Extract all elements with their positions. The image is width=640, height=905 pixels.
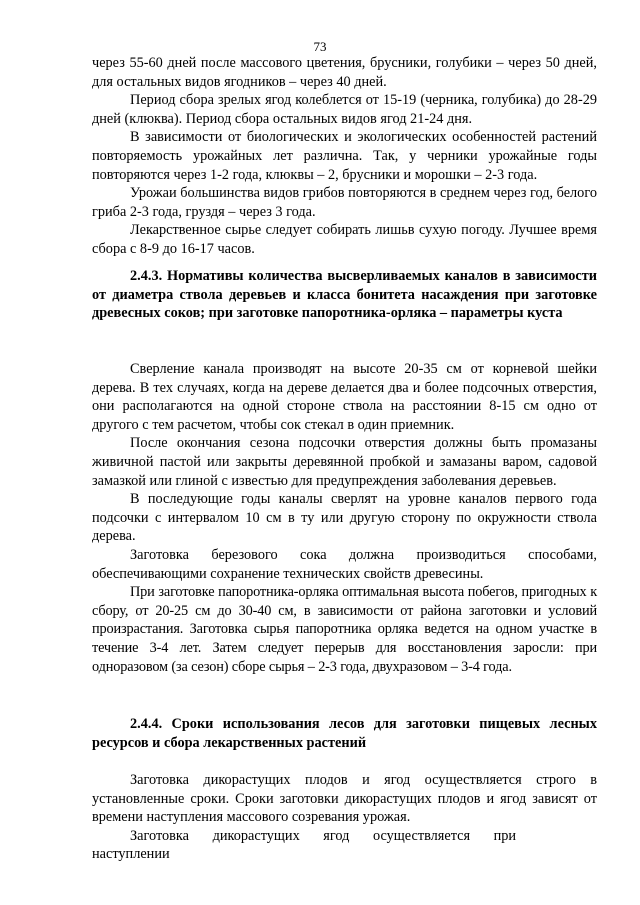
paragraph-channel-drilling: Сверление канала производят на высоте 20-35 см от корневой шейки дерева. В тех случаях, когда на дереве делается два и более подсочных отверстия, они располагаются на одной стороне ствола на расстоянии 8-15 см одно от другого с тем расчетом, чтобы сок стекал в один приемник.: [92, 361, 597, 433]
section-heading-2-4-3-text: 2.4.3. Нормативы количества высверливаемых каналов в зависимости от диаметра ствола деревьев и класса бонитета насаждения при заготовке древесных соков; при заготовке папоротника-орляка – параметры куста: [92, 268, 597, 322]
section-wild-fruit-terms: [92, 771, 597, 864]
paragraph-medicinal-collection-time: Лекарственное сырье следует собирать лишьв сухую погоду. Лучшее время сбора с 8-9 до 16-17 часов.: [92, 222, 597, 257]
paragraph-berry-collection-period: Период сбора зрелых ягод колеблется от 15-19 (черника, голубика) до 28-29 дней (клюква). Период сбора остальных видов ягод 21-24 дня.: [92, 92, 597, 127]
paragraph-harvest-recurrence: В зависимости от биологических и экологических особенностей растений повторяемость урожайных лет различна. Так, у черники урожайные годы повторяются через 1-2 года, клюквы – 2, брусники и морошки – 2-3 года.: [92, 129, 597, 183]
section-heading-2-4-4-text: 2.4.4. Сроки использования лесов для заготовки пищевых лесных ресурсов и сбора лекарственных растений: [92, 716, 597, 751]
section-sap-and-fern-harvest: [92, 360, 597, 676]
paragraph-bracken-fern: При заготовке папоротника-орляка оптимальная высота побегов, пригодных к сбору, от 20-25 см до 30-40 см, в зависимости от района заготовки и условий произрастания. Заготовка сырья папоротника орляка ведется на одном участке в течение 3-4 лет. Затем следует перерыв для восстановления заросли: при одноразовом (за сезон) сборе сырья – 2-3 года, двухразовом – 3-4 года.: [92, 584, 597, 675]
page-number: 73: [313, 39, 327, 54]
paragraph-wild-berry-harvest: Заготовка дикорастущих ягод осуществляется при наступлении: [92, 827, 517, 863]
section-heading-2-4-4: [92, 715, 597, 752]
section-heading-2-4-3: [92, 267, 597, 323]
paragraph-birch-sap: Заготовка березового сока должна производиться способами, обеспечивающими сохранение технических свойств древесины.: [92, 546, 597, 582]
paragraph-mushroom-harvests: Урожаи большинства видов грибов повторяются в среднем через год, белого гриба 2-3 года, груздя – через 3 года.: [92, 185, 597, 220]
paragraph-following-years: В последующие годы каналы сверлят на уровне каналов первого года подсочки с интервалом 10 см в ту или другую сторону по окружности ствола дерева.: [92, 491, 597, 545]
section-fruit-harvest-periods: [92, 54, 597, 259]
paragraph-hole-sealing: После окончания сезона подсочки отверстия должны быть промазаны живичной пастой или закрыты деревянной пробкой и замазаны варом, садовой замазкой или глиной с известью для предупреждения заболевания деревьев.: [92, 435, 597, 489]
paragraph-flowering-periods: через 55-60 дней после массового цветения, брусники, голубики – через 50 дней, для остальных видов ягодников – через 40 дней.: [92, 55, 597, 90]
paragraph-wild-fruit-terms: Заготовка дикорастущих плодов и ягод осуществляется строго в установленные сроки. Сроки заготовки дикорастущих плодов и ягод зависят от времени наступления массового созревания урожая.: [92, 772, 597, 826]
